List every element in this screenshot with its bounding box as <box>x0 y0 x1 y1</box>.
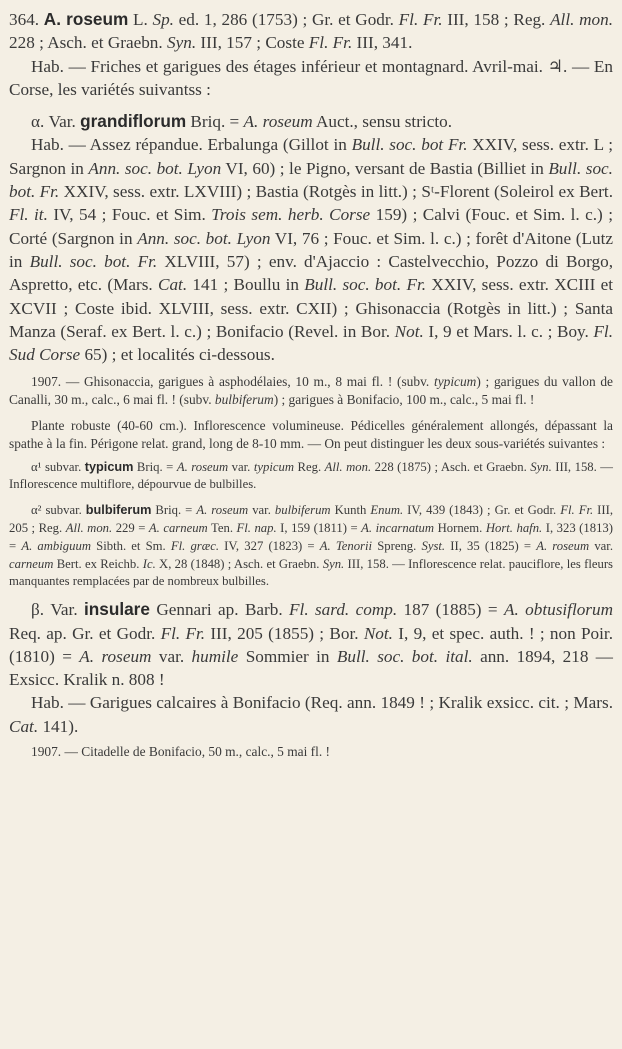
variety-description: Plante robuste (40-60 cm.). Inflorescence volumineuse. Pédicelles généralement allongés, dépassant la spathe à la fin. Périgone relat. grand, long de 8-10 mm. — On peut distinguer les deux sous-variétés suivantes : <box>9 418 613 451</box>
spacer <box>9 366 613 373</box>
spacer <box>9 101 613 110</box>
subvariety-name: bulbiferum <box>85 503 152 518</box>
subvar-bulbiferum: α² subvar. bulbiferum Briq. = A. roseum var. bulbiferum Kunth Enum. IV, 439 (1843) ; Gr. et Godr. Fl. Fr. III, 205 ; Reg. All. mon. 229 = A. carneum Ten. Fl. nap. I, 159 (1811) = A. incarnatum Hornem. Hort. hafn. I, 323 (1813) = A. ambiguum Sibth. et Sm. Fl. græc. IV, 327 (1823) = A. Tenorii Spreng. Syst. II, 35 (1825) = A. roseum var. carneum Bert. ex Reichb. Ic. X, 28 (1848) ; Asch. et Graebn. Syn. III, 158. — Inflorescence relat. pauciflore, les fleurs manquantes remplacées par de nombreux bulbilles. <box>9 503 614 589</box>
species-number: 364. <box>9 10 40 29</box>
var-insulare-heading: β. Var. insulare Gennari ap. Barb. Fl. sard. comp. 187 (1885) = A. obtusiflorum Req. ap. Gr. et Godr. Fl. Fr. III, 205 (1855) ; Bor. Not. I, 9, et spec. auth. ! ; non Poir. (1810) = A. roseum var. humile Sommier in Bull. soc. bot. ital. ann. 1894, 218 — Exsicc. Kralik n. 808 ! <box>9 599 614 690</box>
species-habitat: Hab. — Friches et garigues des étages inférieur et montagnard. Avril-mai. ♃. — En Corse, les variétés suivantss : <box>9 56 613 99</box>
subvar-typicum: α¹ subvar. typicum Briq. = A. roseum var. typicum Reg. All. mon. 228 (1875) ; Asch. et Graebn. Syn. III, 158. — Inflorescence multiflore, dépourvue de bulbilles. <box>9 459 613 492</box>
variety-name: grandiflorum <box>80 111 187 132</box>
var-grandiflorum-habitat: Hab. — Assez répandue. Erbalunga (Gillot in Bull. soc. bot Fr. XXIV, sess. extr. L ; Sargnon in Ann. soc. bot. Lyon VI, 60) ; le Pigno, versant de Bastia (Billiet in Bull. soc. bot. Fr. XXIV, sess. extr. LXVIII) ; Bastia (Rotgès in litt.) ; Sᵗ-Florent (Soleirol ex Bert. Fl. it. IV, 54 ; Fouc. et Sim. Trois sem. herb. Corse 159) ; Calvi (Fouc. et Sim. l. c.) ; Corté (Sargnon in Ann. soc. bot. Lyon VI, 76 ; Fouc. et Sim. l. c.) ; forêt d'Aitone (Lutz in Bull. soc. bot. Fr. XLVIII, 57) ; env. d'Ajaccio : Castelvecchio, Pozzo di Borgo, Aspretto, etc. (Mars. Cat. 141 ; Boullu in Bull. soc. bot. Fr. XXIV, sess. extr. XCIII et XCVII ; Coste ibid. XLVIII, sess. extr. CXII) ; Ghisonaccia (Rotgès in litt.) ; Santa Manza (Seraf. ex Bert. l. c.) ; Bonifacio (Revel. in Bor. Not. I, 9 et Mars. l. c. ; Boy. Fl. Sud Corse 65) ; et localités ci-dessous. <box>9 135 613 365</box>
subvariety-name: typicum <box>84 459 134 474</box>
variety-name: insulare <box>84 599 150 620</box>
var-grandiflorum-heading: α. Var. grandiflorum Briq. = A. roseum Auct., sensu stricto. <box>31 111 453 132</box>
var-insulare-habitat: Hab. — Garigues calcaires à Bonifacio (Req. ann. 1849 ! ; Kralik exsicc. cit. ; Mars. Cat. 141). <box>9 693 613 736</box>
species-entry: 364. A. roseum L. Sp. ed. 1, 286 (1753) ; Gr. et Godr. Fl. Fr. III, 158 ; Reg. All. mon. 228 ; Asch. et Graebn. Syn. III, 157 ; Coste Fl. Fr. III, 341. <box>9 9 614 53</box>
observation-1907-insulare: 1907. — Citadelle de Bonifacio, 50 m., calc., 5 mai fl. ! <box>31 744 330 759</box>
spacer <box>9 409 613 417</box>
spacer <box>9 494 613 502</box>
observation-1907-grandiflorum: 1907. — Ghisonaccia, garigues à asphodélaies, 10 m., 8 mai fl. ! (subv. typicum) ; garigues du vallon de Canalli, 30 m., calc., 6 mai fl. ! (subv. bulbiferum) ; garigues à Bonifacio, 100 m., calc., 5 mai fl. ! <box>9 374 613 408</box>
spacer <box>9 591 613 598</box>
species-name: A. roseum <box>43 9 129 29</box>
